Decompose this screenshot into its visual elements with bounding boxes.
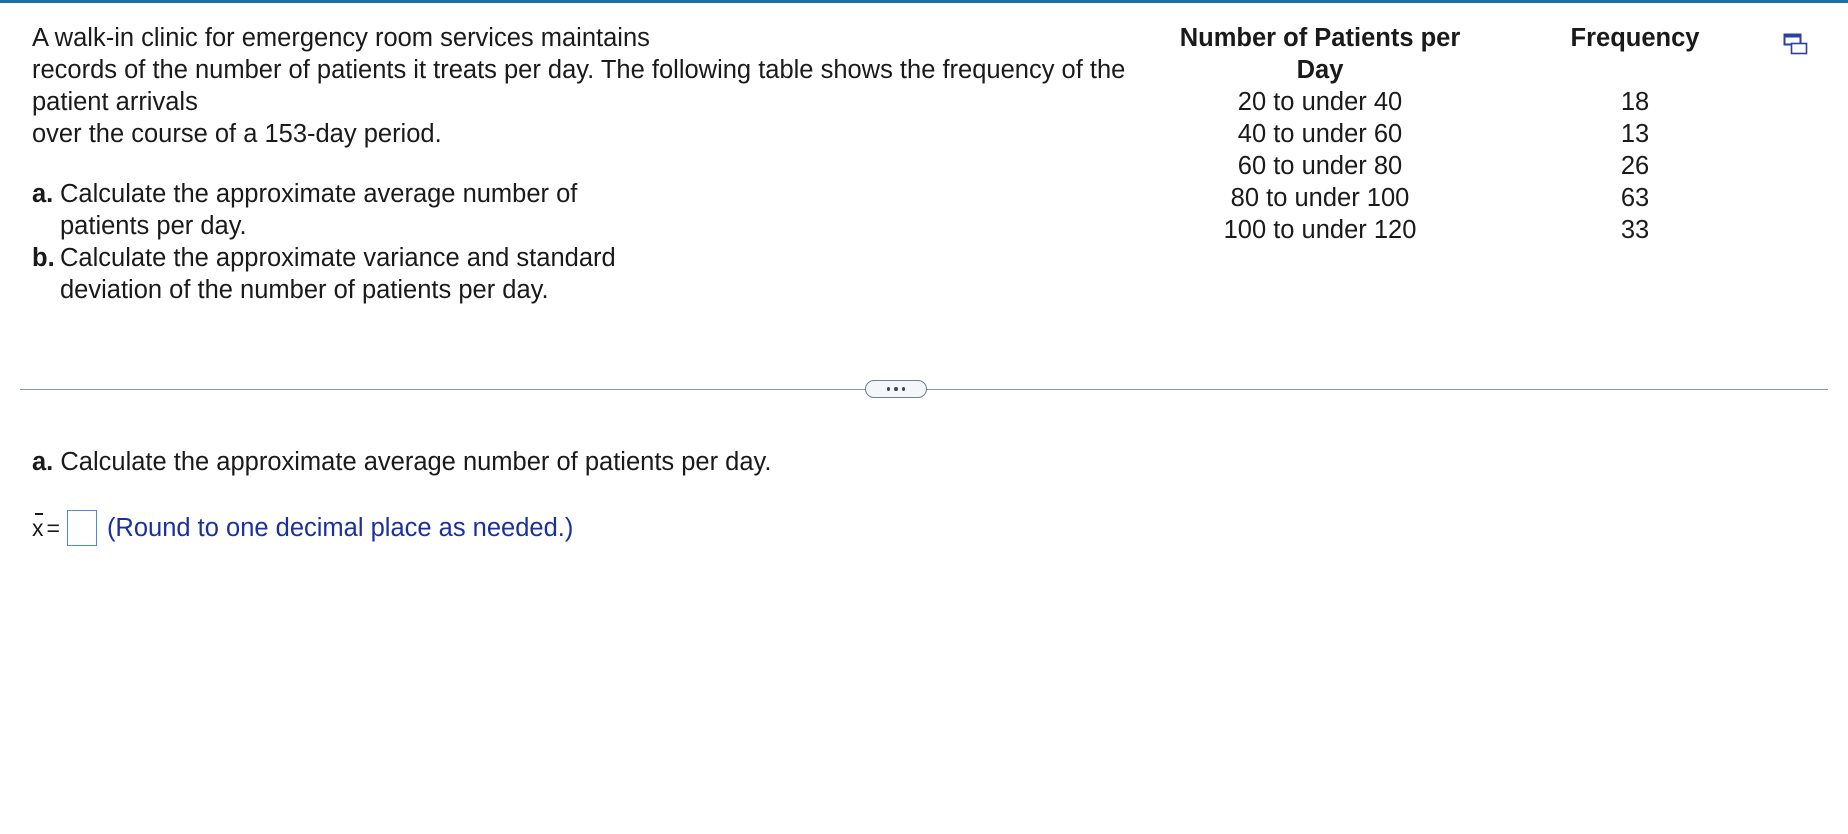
copy-table-icon[interactable] bbox=[1783, 32, 1809, 56]
header-line: Number of Patients per bbox=[1179, 24, 1461, 52]
part-text bbox=[60, 178, 672, 242]
part-text bbox=[60, 242, 672, 306]
part-letter: b. bbox=[32, 244, 55, 272]
frequency-cell: 26 bbox=[1620, 152, 1650, 180]
table-row bbox=[1160, 182, 1790, 214]
range-cell: 20 to under 40 bbox=[1237, 88, 1403, 116]
rounding-hint: (Round to one decimal place as needed.) bbox=[106, 513, 574, 542]
header-line: Day bbox=[1296, 56, 1344, 84]
frequency-table bbox=[1160, 22, 1790, 246]
mean-answer-input[interactable] bbox=[67, 510, 97, 546]
question-text: Calculate the approximate average number of patients per day. bbox=[60, 448, 772, 476]
x-bar-symbol: x bbox=[32, 515, 44, 541]
frequency-cell: 13 bbox=[1620, 120, 1650, 148]
frequency-cell: 33 bbox=[1620, 216, 1650, 244]
part-text-line: patients per day. bbox=[60, 212, 247, 240]
range-cell: 60 to under 80 bbox=[1237, 152, 1403, 180]
table-row bbox=[1160, 214, 1790, 246]
table-row bbox=[1160, 86, 1790, 118]
part-text-line: deviation of the number of patients per day. bbox=[60, 276, 549, 304]
problem-statement bbox=[32, 22, 1152, 150]
range-cell: 40 to under 60 bbox=[1237, 120, 1403, 148]
header-frequency: Frequency bbox=[1570, 24, 1700, 52]
table-row bbox=[1160, 118, 1790, 150]
range-cell: 100 to under 120 bbox=[1223, 216, 1417, 244]
problem-line: patient arrivals bbox=[32, 88, 198, 116]
question-letter: a. bbox=[32, 448, 54, 476]
problem-line: over the course of a 153-day period. bbox=[32, 120, 442, 148]
more-dots-icon[interactable] bbox=[865, 380, 927, 398]
problem-line: records of the number of patients it treats per day. The following table shows the frequency of the bbox=[32, 56, 1126, 84]
part-b bbox=[32, 242, 672, 306]
table-row bbox=[1160, 150, 1790, 182]
frequency-cell: 18 bbox=[1620, 88, 1650, 116]
part-text-line: Calculate the approximate variance and standard bbox=[60, 244, 616, 272]
range-cell: 80 to under 100 bbox=[1230, 184, 1410, 212]
problem-parts bbox=[32, 178, 672, 306]
dot bbox=[887, 387, 891, 391]
dot bbox=[894, 387, 898, 391]
header-patients-per-day bbox=[1160, 22, 1480, 86]
problem-line: A walk-in clinic for emergency room services maintains bbox=[32, 24, 650, 52]
part-letter: a. bbox=[32, 180, 54, 208]
question-a bbox=[32, 446, 772, 478]
frequency-cell: 63 bbox=[1620, 184, 1650, 212]
part-a bbox=[32, 178, 672, 242]
part-text-line: Calculate the approximate average number of bbox=[60, 180, 578, 208]
answer-row bbox=[32, 508, 573, 548]
dot bbox=[902, 387, 906, 391]
top-accent-bar bbox=[0, 0, 1848, 3]
equals-sign: = bbox=[46, 514, 60, 541]
table-header-row bbox=[1160, 22, 1790, 86]
